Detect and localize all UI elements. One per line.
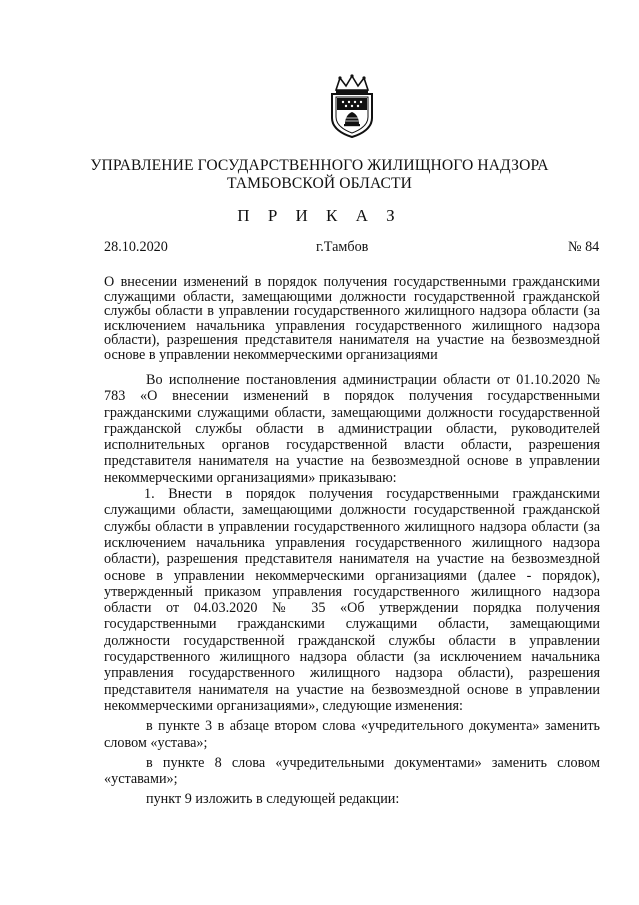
document-date: 28.10.2020 <box>104 239 168 255</box>
tambov-coat-of-arms-icon <box>328 74 376 138</box>
document-number: № 84 <box>568 239 600 255</box>
document-body <box>104 372 600 808</box>
document-type: П Р И К А З <box>237 206 402 225</box>
document-subject <box>104 275 600 362</box>
change-2-paragraph: в пункте 8 слова «учредительными документами» заменить словом «уставами»; <box>104 754 600 788</box>
change-3-paragraph: пункт 9 изложить в следующей редакции: <box>146 791 400 808</box>
subject-text: О внесении изменений в порядок получения государственными гражданскими служащими области, замещающими должности государственной гражданской службы области в управлении государственного жилищного надзора области (за исключением начальника управления государственного жилищного надзора области), разрешения представителя нанимателя на участие на безвозмездной основе в управлении некоммерческими организациями <box>104 274 600 363</box>
change-1-paragraph: в пункте 3 в абзаце втором слова «учредительного документа» заменить словом «устава»; <box>104 718 600 751</box>
organization-name-line1: УПРАВЛЕНИЕ ГОСУДАРСТВЕННОГО ЖИЛИЩНОГО НАДЗОРА <box>90 157 549 174</box>
document-city: г.Тамбов <box>316 239 369 255</box>
item-1-paragraph: 1. Внести в порядок получения государственными гражданскими служащими области, замещающими должности государственной гражданской службы области в управлении государственного жилищного надзора области (за исключением начальника управления государственного жилищного надзора области), разрешения представителя нанимателя на участие на безвозмездной основе в управлении некоммерческими организациями (далее - порядок), утвержденный приказом управления государственного жилищного надзора области от 04.03.2020 № 35 «Об утверждении порядка получения государственными гражданскими служащими области, замещающими должности государственной гражданской службы области в управлении государственного жилищного надзора области (за исключением начальника управления государственного жилищного надзора области), разрешения представителя нанимателя на участие на безвозмездной основе в управлении некоммерческими организациями», следующие изменения: <box>104 486 600 714</box>
organization-name-line2: ТАМБОВСКОЙ ОБЛАСТИ <box>226 175 413 192</box>
preamble-paragraph: Во исполнение постановления администрации области от 01.10.2020 № 783 «О внесении изменений в порядок получения государственными гражданскими служащими области, замещающими должности государственной гражданской службы области в администрации области, руководителей исполнительных органов государственной власти области, разрешения представителя нанимателя на участие на безвозмездной основе в управлении некоммерческими организациями» приказываю: <box>104 372 600 486</box>
